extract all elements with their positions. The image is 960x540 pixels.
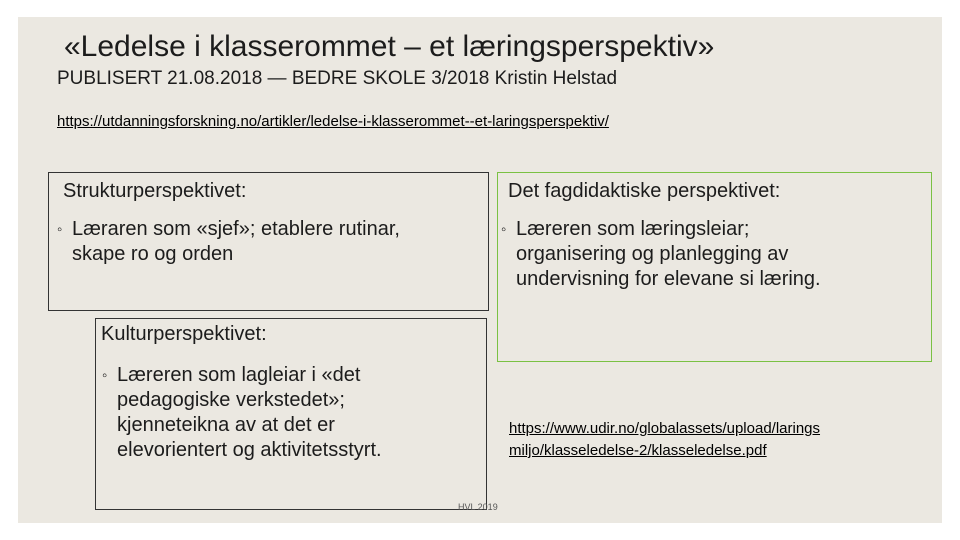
slide-subtitle: PUBLISERT 21.08.2018 — BEDRE SKOLE 3/2018 Kristin Helstad (57, 68, 618, 89)
kulturperspektivet-bullet: ◦ Læreren som lagleiar i «det pedagogiske verkstedet»; kjenneteikna av at det er elevorientert og aktivitetsstyrt. (102, 364, 382, 461)
footer-text: HVL 2019 (458, 502, 498, 512)
strukturperspektivet-heading: Strukturperspektivet: (63, 180, 247, 202)
bullet-icon: ◦ (501, 221, 507, 238)
kulturperspektivet-heading: Kulturperspektivet: (101, 323, 267, 345)
strukturperspektivet-bullet: ◦ Læraren som «sjef»; etablere rutinar, skape ro og orden (57, 218, 400, 265)
fagdidaktiske-bullet: ◦ Læreren som læringsleiar; organisering og planlegging av undervisning for elevane si læring. (501, 218, 821, 290)
fagdidaktiske-heading: Det fagdidaktiske perspektivet: (508, 180, 781, 202)
source-link[interactable]: https://utdanningsforskning.no/artikler/ledelse-i-klasserommet--et-laringsperspektiv/ (57, 113, 609, 130)
bullet-icon: ◦ (57, 221, 63, 238)
udir-link[interactable]: https://www.udir.no/globalassets/upload/larings miljo/klasseledelse-2/klasseledelse.pdf (509, 420, 821, 459)
slide-title: «Ledelse i klasserommet – et læringsperspektiv» (64, 30, 715, 63)
bullet-icon: ◦ (102, 367, 108, 384)
